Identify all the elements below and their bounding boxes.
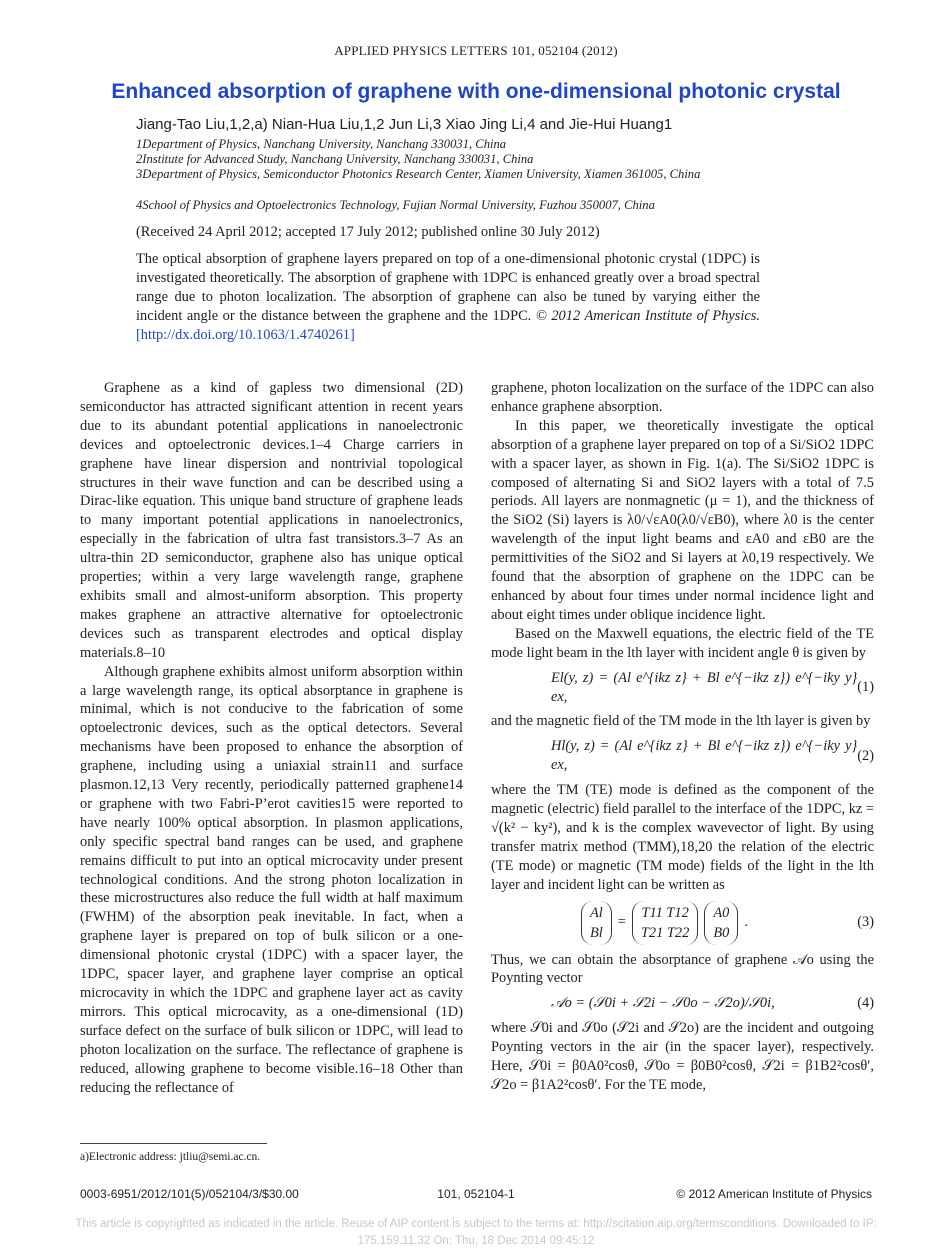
transfer-matrix <box>632 901 698 945</box>
paragraph: graphene, photon localization on the surface of the 1DPC can also enhance graphene absorption. <box>491 380 874 415</box>
equation-body: 𝒜o = (𝒮0i + 𝒮2i − 𝒮0o − 𝒮2o)/𝒮0i, <box>551 995 775 1012</box>
equation-number: (2) <box>857 747 874 764</box>
matrix-cell: Al <box>590 904 603 921</box>
equation-body: El(y, z) = (Al e^{ikz z} + Bl e^{−ikz z}) e^{−iky y} ex, <box>551 669 858 705</box>
paragraph: where the TM (TE) mode is defined as the component of the magnetic (electric) field parallel to the interface of the 1DPC, kz = √(k² − ky²), and k is the complex wavevector of light. By using transfer matrix method (TMM),18,20 the relation of the electric (TE mode) or magnetic (TM mode) fields of the light in the lth layer and incident light can be written as <box>491 782 874 893</box>
affiliation-4: 4School of Physics and Optoelectronics Technology, Fujian Normal University, Fuzhou 350007, China <box>136 198 655 212</box>
author-list: Jiang-Tao Liu,1,2,a) Nian-Hua Liu,1,2 Jun Li,3 Xiao Jing Li,4 and Jie-Hui Huang1 <box>136 116 673 133</box>
received-dates: (Received 24 April 2012; accepted 17 July 2012; published online 30 July 2012) <box>136 224 600 240</box>
affiliation-1: 1Department of Physics, Nanchang University, Nanchang 330031, China <box>136 137 507 151</box>
matrix-lhs <box>581 901 612 945</box>
paragraph: Based on the Maxwell equations, the electric field of the TE mode light beam in the lth layer with incident angle θ is given by <box>491 625 874 661</box>
equation-1 <box>491 669 874 707</box>
equation-4 <box>491 994 874 1013</box>
matrix-cell: Bl <box>590 924 603 941</box>
footnote-divider <box>80 1143 267 1144</box>
abstract-text: The optical absorption of graphene layers prepared on top of a one-dimensional photonic crystal (1DPC) is investigated theoretically. The absorption of graphene with 1DPC is enhanced greatly over a broad spectral range due to photon localization. The absorption of graphene can also be tuned by varying either the incident angle or the distance between the graphene and the 1DPC. <box>136 251 760 324</box>
download-notice-line: This article is copyrighted as indicated in the article. Reuse of AIP content is subject to the terms at: http://scitation.aip.org/termsconditions. Downloaded to IP: <box>75 1218 877 1230</box>
paragraph: In this paper, we theoretically investigate the optical absorption of a graphene layer prepared on top of a Si/SiO2 1DPC with a spacer layer, as shown in Fig. 1(a). The Si/SiO2 1DPC is composed of alternating Si and SiO2 layers with a total of 7.5 periods. All layers are nonmagnetic (μ = 1), and the thickness of the SiO2 (Si) layers is λ0/√εA0(λ0/√εB0), where λ0 is the center wavelength of the input light beams and εA0 and εB0 are the permittivities of the SiO2 and Si layers at λ0,19 respectively. We found that the absorption of graphene on the 1DPC can be enhanced by about four times under normal incidence light and about eight times under oblique incidence light. <box>491 417 874 623</box>
download-notice <box>0 1216 952 1250</box>
equation-body: Hl(y, z) = (Al e^{ikz z} + Bl e^{−ikz z}) e^{−iky y} ex, <box>551 738 858 774</box>
paragraph: and the magnetic field of the TM mode in the lth layer is given by <box>491 713 871 730</box>
doi-link[interactable]: [http://dx.doi.org/10.1063/1.4740261] <box>136 327 355 343</box>
footer-page: 101, 052104-1 <box>437 1187 515 1201</box>
footnote: a)Electronic address: jtliu@semi.ac.cn. <box>80 1151 261 1163</box>
right-column <box>491 379 874 1095</box>
paragraph: Although graphene exhibits almost uniform absorption within a large wavelength range, its optical absorptance in graphene is minimal, which is not conducive to the fabrication of some optoelectronic devices, such as the optical detectors. Several mechanisms have been proposed to enhance the absorption of graphene, including using a uniaxial strain11 and surface plasmon.12,13 Very recently, periodically patterned graphene14 or graphene with two Fabri-P’erot cavities15 were reported to have nearly 100% optical absorption. In plasmon applications, only specific spectral band ranges can be used, and graphene remains difficult to put into an optical microcavity under present technological conditions. And the strong photon localization in these microstructures also reduce the full width at half maximum (FWHM) of the absorption peak inevitable. In fact, when a graphene layer is prepared on top of bulk silicon or a one-dimensional photonic crystal (1DPC) with a spacer layer, the 1DPC, spacer layer, and graphene layer comprise an optical microcavity in which the 1DPC and graphene layer act as cavity mirrors. This optical microcavity, as a one-dimensional (1D) surface defect on the surface of bulk silicon or 1DPC, will lead to photon localization on the surface. The reflectance of graphene is reduced, allowing graphene to become visible.16–18 Other than reducing the reflectance of <box>80 663 463 1096</box>
affiliation-2: 2Institute for Advanced Study, Nanchang University, Nanchang 330031, China <box>136 152 534 166</box>
paragraph: where 𝒮0i and 𝒮0o (𝒮2i and 𝒮2o) are the incident and outgoing Poynting vectors in the air (in the spacer layer), respectively. Here, 𝒮0i = β0A0²cosθ, 𝒮0o = β0B0²cosθ, 𝒮2i = β1B2²cosθ′, 𝒮2o = β1A2²cosθ′. For the TE mode, <box>491 1020 874 1093</box>
abstract-copyright: © 2012 American Institute of Physics. <box>535 308 760 324</box>
abstract <box>136 250 760 345</box>
equation-number: (1) <box>857 679 874 696</box>
footer-issn: 0003-6951/2012/101(5)/052104/3/$30.00 <box>80 1187 299 1201</box>
paragraph: Thus, we can obtain the absorptance of graphene 𝒜o using the Poynting vector <box>491 951 874 987</box>
matrix-cell: B0 <box>713 924 730 941</box>
matrix-cell: A0 <box>713 904 730 921</box>
matrix-row: T21 T22 <box>640 924 690 941</box>
matrix-row: T11 T12 <box>641 904 689 921</box>
equation-number: (3) <box>857 914 874 931</box>
paragraph: Graphene as a kind of gapless two dimensional (2D) semiconductor has attracted significant attention in recent years due to its abundant potential applications in nanoelectronic devices and optoelectronic devices.1–4 Charge carriers in graphene have linear dispersion and nontrivial topological structures in their wave function and can be described using a Dirac-like equation. This unique band structure of graphene leads to many important potential applications in nanoelectronics, especially in the fabrication of ultra fast transistors.3–7 As an ultra-thin 2D semiconductor, graphene also has unique optical properties; within a very large wavelength range, graphene exhibits small and almost-uniform absorption. This property makes graphene an attractive alternative for optoelectronic devices such as transparent electrodes and optical display materials.8–10 <box>80 380 463 661</box>
equation-2 <box>491 737 874 775</box>
equation-number: (4) <box>857 995 874 1012</box>
download-notice-line: 175.159.11.32 On: Thu, 18 Dec 2014 09:45:12 <box>357 1235 595 1247</box>
left-column <box>80 379 463 1097</box>
paper-title: Enhanced absorption of graphene with one-dimensional photonic crystal <box>111 80 841 103</box>
footer-copyright: © 2012 American Institute of Physics <box>676 1187 872 1201</box>
matrix-rhs <box>704 901 738 945</box>
affiliation-3: 3Department of Physics, Semiconductor Photonics Research Center, Xiamen University, Xiamen 361005, China <box>136 167 701 181</box>
equation-3: Al Bl = T11 T12 T21 T22 A0 B0 . (3) <box>491 901 874 945</box>
journal-header: APPLIED PHYSICS LETTERS 101, 052104 (2012) <box>334 43 618 58</box>
